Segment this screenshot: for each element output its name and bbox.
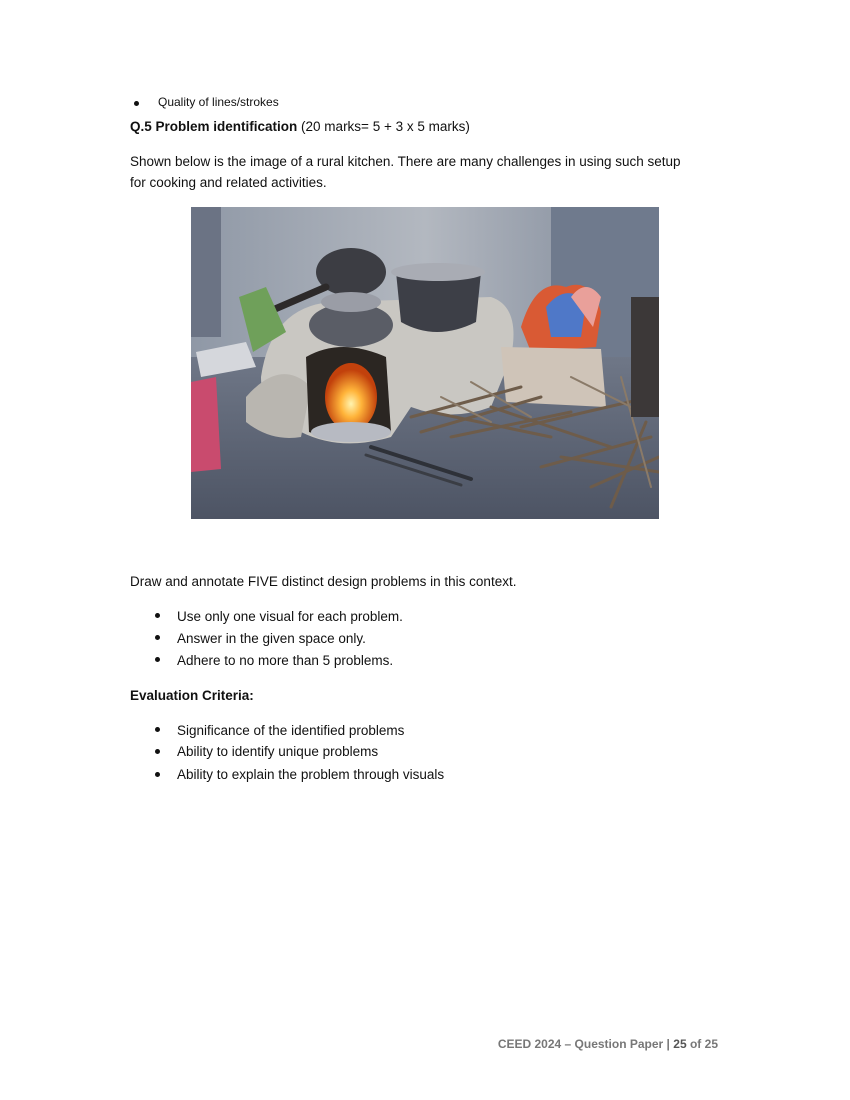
intro-line-2: for cooking and related activities. (130, 175, 327, 190)
criteria-item: Ability to explain the problem through visuals (177, 767, 445, 782)
rule-item: Adhere to no more than 5 problems. (177, 653, 394, 668)
footer-page-number: 25 (673, 1037, 687, 1051)
question-heading (130, 116, 470, 137)
footer-title: CEED 2024 – Question Paper | (497, 1037, 670, 1051)
rule-item: Answer in the given space only. (177, 631, 366, 646)
bullet-dot (155, 613, 160, 618)
footer-total-pages: 25 (704, 1037, 718, 1051)
bullet-dot (155, 657, 160, 662)
intro-line-1: Shown below is the image of a rural kitchen. There are many challenges in using such setup (130, 154, 681, 169)
bullet-dot (134, 101, 139, 106)
bullet-dot (155, 749, 160, 754)
page-footer (498, 1037, 718, 1051)
rural-kitchen-photo (191, 207, 659, 519)
criteria-item: Significance of the identified problems (177, 723, 405, 738)
instruction-text: Draw and annotate FIVE distinct design problems in this context. (130, 574, 517, 589)
footer-of: of (689, 1037, 702, 1051)
bullet-dot (155, 635, 160, 640)
bullet-dot (155, 727, 160, 732)
question-marks: (20 marks= 5 + 3 x 5 marks) (301, 119, 470, 134)
question-title: Q.5 Problem identification (130, 119, 298, 134)
criteria-item: Ability to identify unique problems (177, 744, 379, 759)
bullet-dot (155, 772, 160, 777)
prev-bullet-text: Quality of lines/strokes (158, 95, 279, 109)
rule-item: Use only one visual for each problem. (177, 609, 403, 624)
criteria-heading: Evaluation Criteria: (130, 688, 254, 703)
